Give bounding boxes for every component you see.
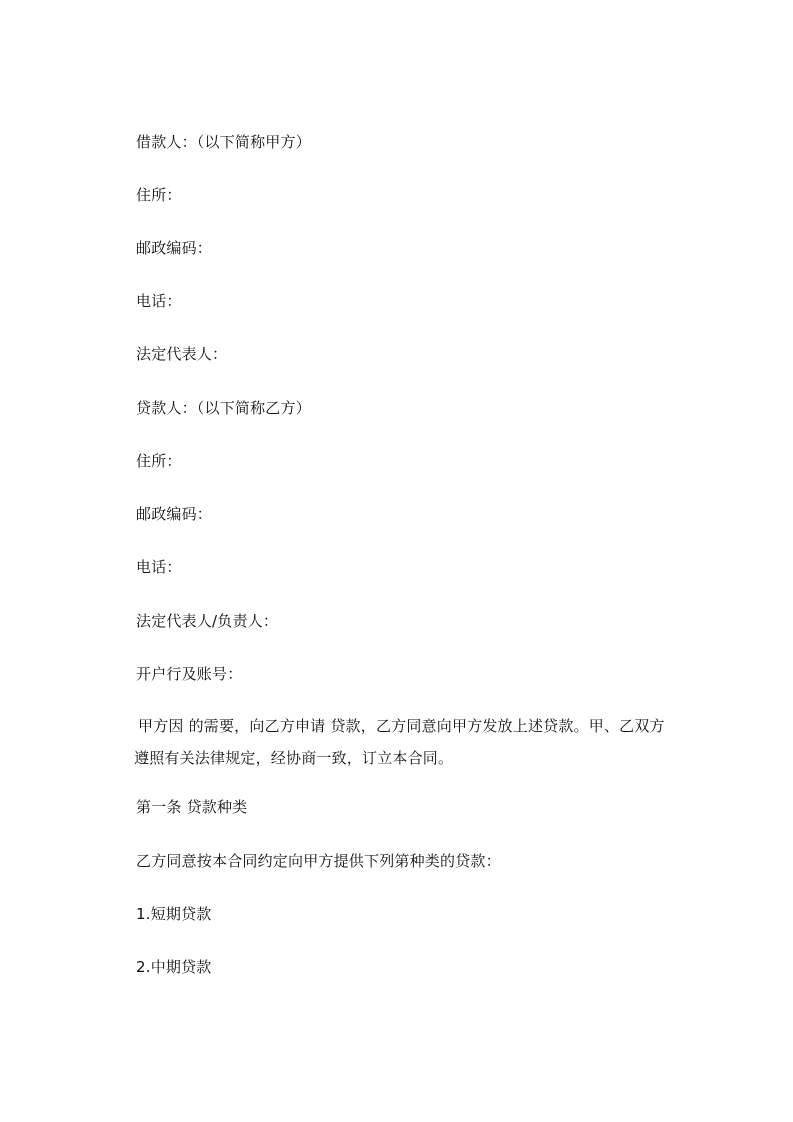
intro-line-1: 甲方因 的需要，向乙方申请 贷款，乙方同意向甲方发放上述贷款。甲、乙双方 <box>138 717 665 735</box>
intro-paragraph <box>136 710 706 774</box>
intro-line-2: 遵照有关法律规定，经协商一致，订立本合同。 <box>134 749 454 767</box>
borrower-address-line: 住所： <box>136 186 182 204</box>
bank-account-line: 开户行及账号： <box>136 665 243 683</box>
article-1-title: 第一条 贷款种类 <box>136 798 248 816</box>
borrower-phone-line: 电话： <box>136 292 182 310</box>
lender-phone-line: 电话： <box>136 558 182 576</box>
list-item-medium-term-loan: 2.中期贷款 <box>136 958 212 976</box>
list-item-short-term-loan: 1.短期贷款 <box>136 905 212 923</box>
lender-representative-line: 法定代表人/负责人： <box>136 612 279 630</box>
lender-postcode-line: 邮政编码： <box>136 505 213 523</box>
borrower-line: 借款人：（以下简称甲方） <box>136 133 311 151</box>
lender-address-line: 住所： <box>136 452 182 470</box>
borrower-representative-line: 法定代表人： <box>136 345 228 363</box>
lender-line: 贷款人：（以下简称乙方） <box>136 399 311 417</box>
article-1-text: 乙方同意按本合同约定向甲方提供下列第种类的贷款： <box>136 852 501 870</box>
borrower-postcode-line: 邮政编码： <box>136 239 213 257</box>
